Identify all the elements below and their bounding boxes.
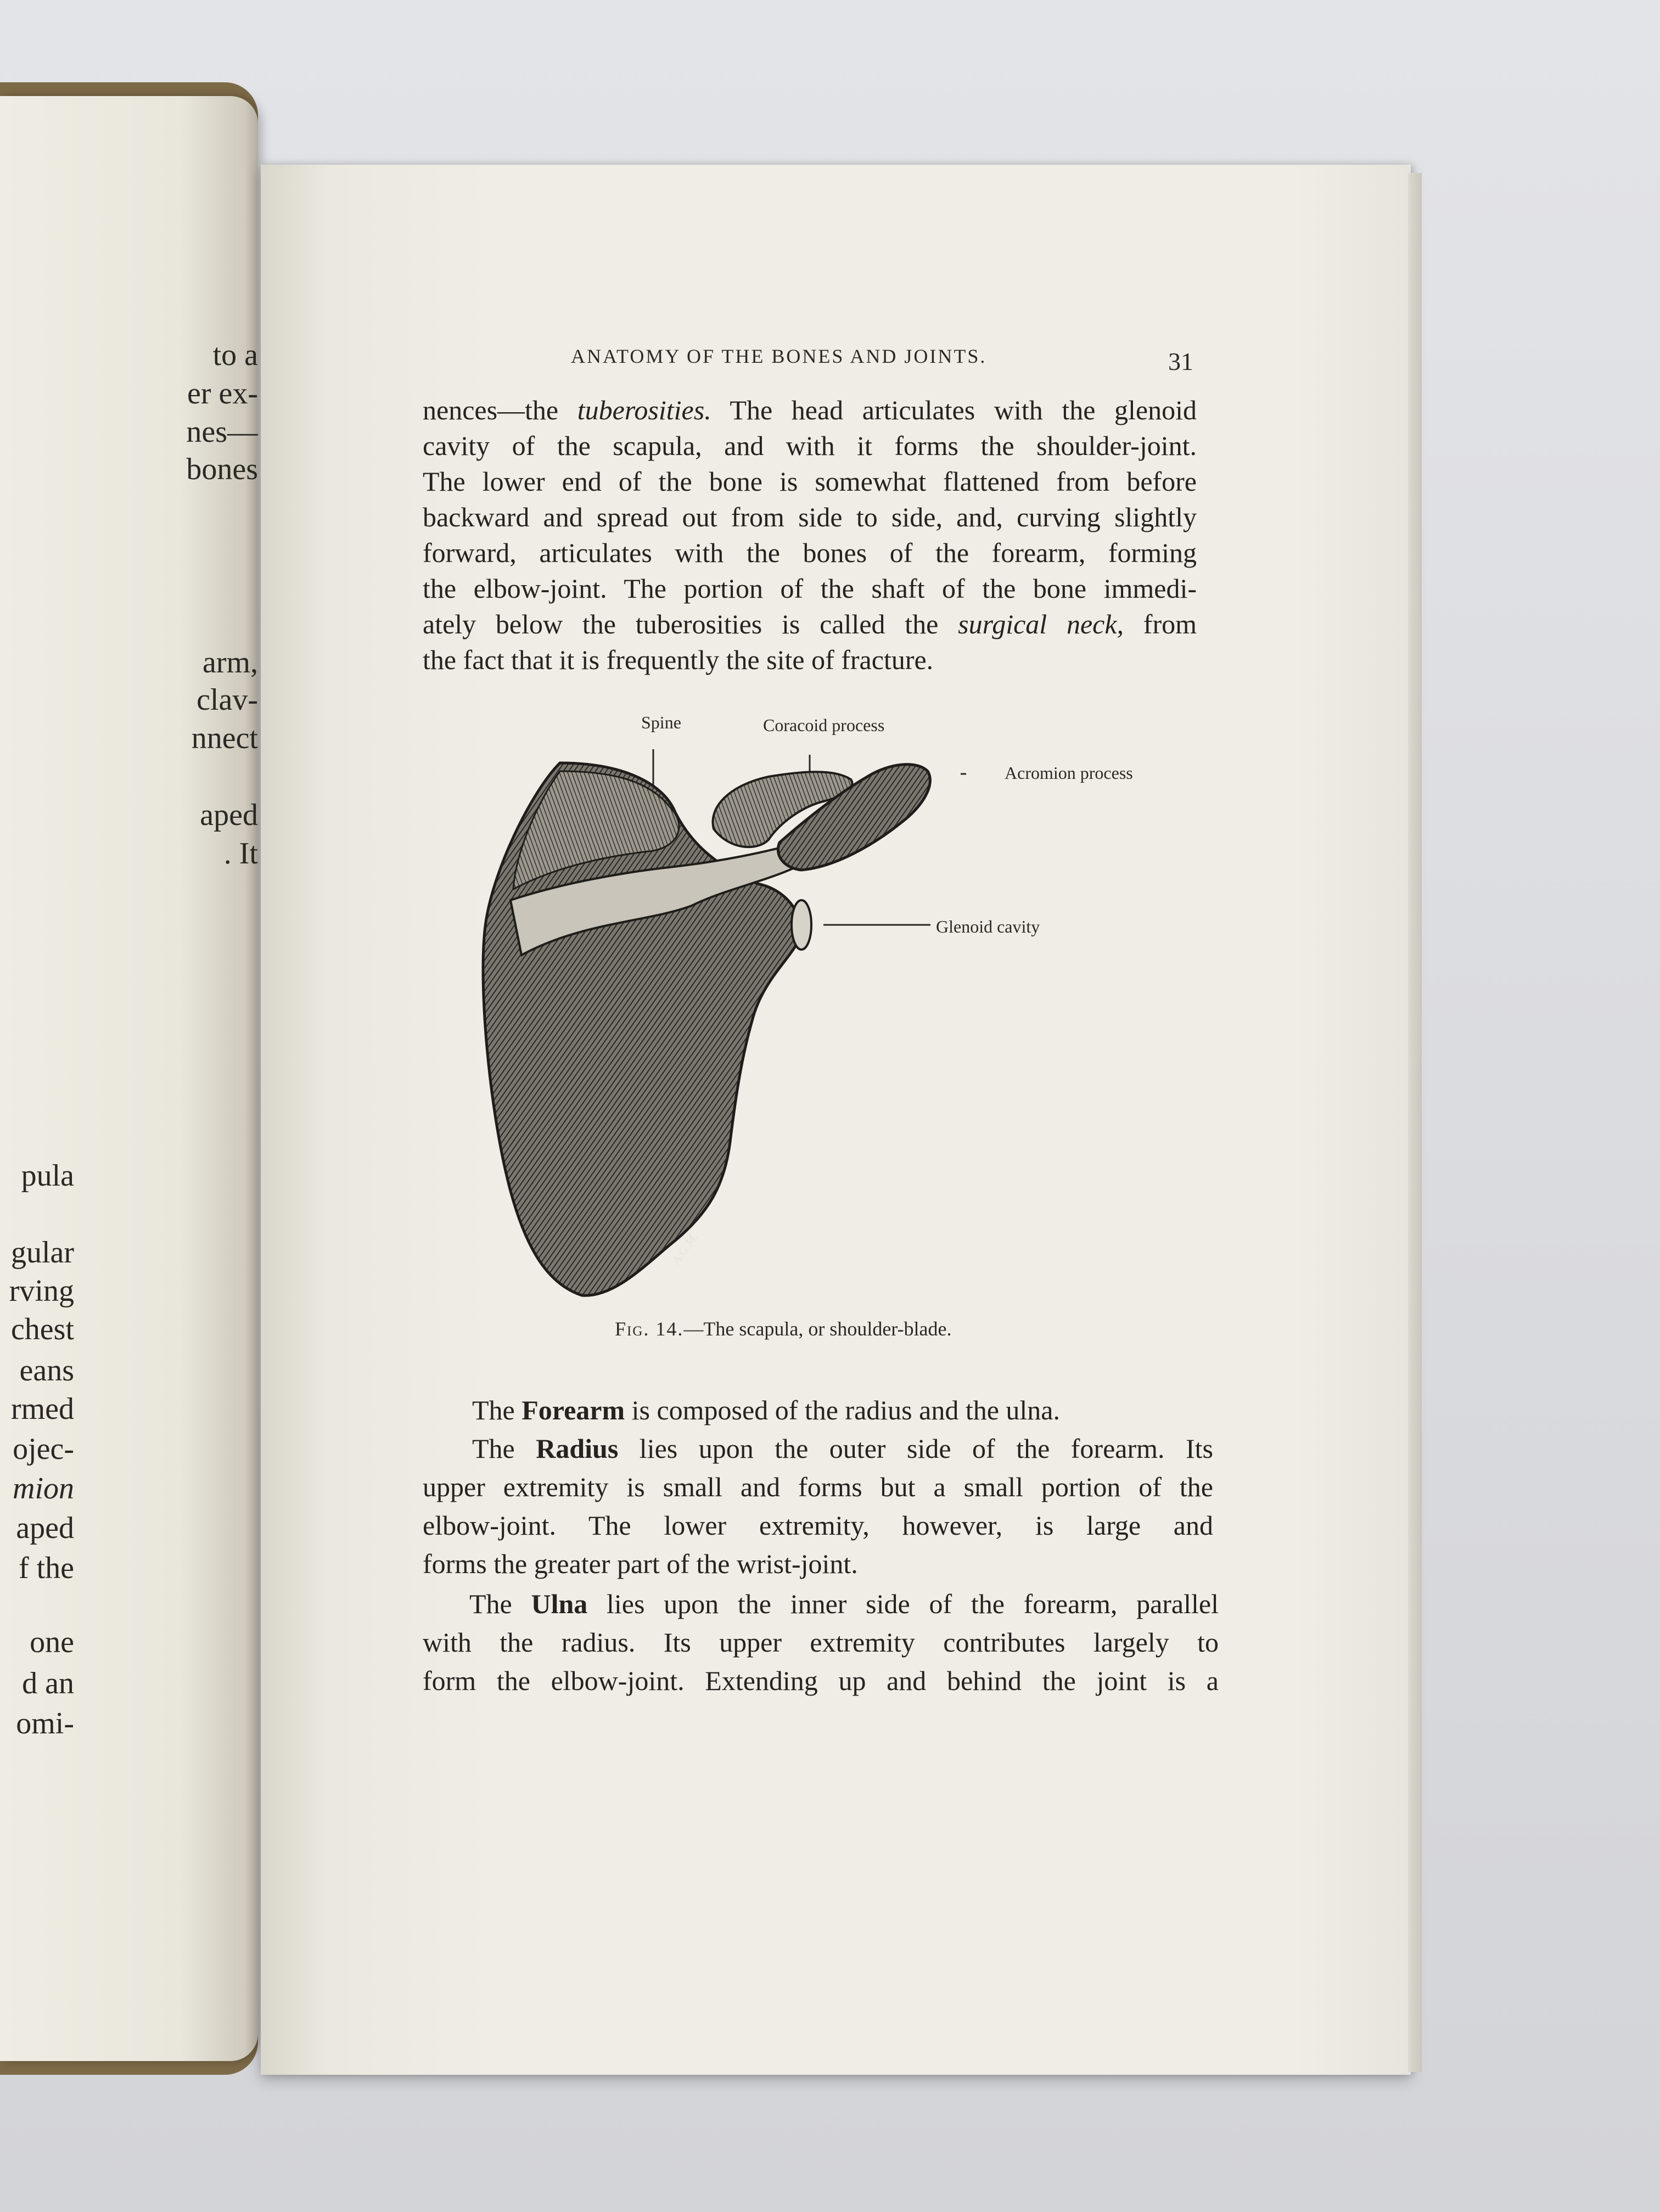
left-page-line: rmed — [10, 1392, 74, 1426]
artist-signature: A.G.M. — [669, 1229, 700, 1267]
left-page-line: gular — [10, 1236, 74, 1270]
left-page-line: omi- — [16, 1706, 74, 1741]
left-page-line: clav- — [197, 683, 258, 717]
paragraph-line: forms the greater part of the wrist-joint. — [423, 1548, 858, 1579]
left-page-line: one — [30, 1625, 74, 1659]
page-edge — [1408, 173, 1422, 2072]
paragraph-line: upper extremity is small and forms but a small portion of the — [423, 1472, 1213, 1502]
left-page-line: eans — [19, 1354, 74, 1388]
figure-label-spine: Spine — [641, 712, 681, 732]
paragraph-line: The lower end of the bone is somewhat flattened from before — [423, 466, 1197, 497]
scapula-illustration — [472, 725, 966, 1317]
paragraph-line: form the elbow-joint. Extending up and behind the joint is a — [423, 1665, 1219, 1696]
left-page-line: bones — [186, 452, 258, 486]
left-page-line: nes— — [186, 415, 258, 449]
paragraph-line: the elbow-joint. The portion of the shaft of the bone immedi- — [423, 573, 1197, 604]
paragraph-line: backward and spread out from side to side, and, curving slightly — [423, 502, 1197, 532]
left-page-line: pula — [21, 1159, 74, 1193]
left-page-line: arm, — [202, 645, 258, 680]
left-page-line: rving — [9, 1274, 74, 1308]
left-page-line: nnect — [191, 721, 258, 755]
left-page — [0, 96, 258, 2061]
figure-label-glenoid: Glenoid cavity — [936, 917, 1040, 936]
paragraph-line: The Forearm is composed of the radius and the ulna. — [472, 1395, 1060, 1425]
left-page-line: aped — [16, 1511, 74, 1545]
left-page-line: to a — [212, 338, 258, 372]
paragraph-line: cavity of the scapula, and with it forms the shoulder-joint. — [423, 430, 1197, 461]
paragraph-line: the fact that it is frequently the site of fracture. — [423, 644, 934, 675]
paragraph-line: forward, articulates with the bones of the forearm, forming — [423, 537, 1197, 568]
left-page-line: mion — [13, 1472, 74, 1506]
paragraph-line: ately below the tuberosities is called the surgical neck, from — [423, 609, 1197, 639]
left-page-line: er ex- — [187, 377, 258, 411]
left-page-line: f the — [18, 1551, 74, 1585]
figure-label-acromion: Acromion process — [1005, 763, 1133, 783]
page-number: 31 — [1168, 347, 1193, 375]
figure-caption: Fig. 14.—The scapula, or shoulder-blade. — [615, 1318, 952, 1340]
left-page-line: ojec- — [13, 1432, 74, 1466]
left-page-line: . It — [223, 836, 258, 871]
running-head: ANATOMY OF THE BONES AND JOINTS. — [571, 345, 987, 367]
left-page-line: aped — [200, 798, 258, 832]
left-page-line: chest — [10, 1312, 74, 1346]
paragraph-line: The Radius lies upon the outer side of the forearm. Its — [472, 1433, 1213, 1464]
paragraph-line: nences—the tuberosities. The head articulates with the glenoid — [423, 395, 1197, 425]
left-page-line: d an — [22, 1666, 74, 1700]
paragraph-line: elbow-joint. The lower extremity, however, is large and — [423, 1510, 1213, 1541]
paragraph-line: with the radius. Its upper extremity contributes largely to — [423, 1627, 1219, 1658]
paragraph-line: The Ulna lies upon the inner side of the forearm, parallel — [469, 1588, 1219, 1619]
figure-label-coracoid: Coracoid process — [763, 715, 885, 735]
